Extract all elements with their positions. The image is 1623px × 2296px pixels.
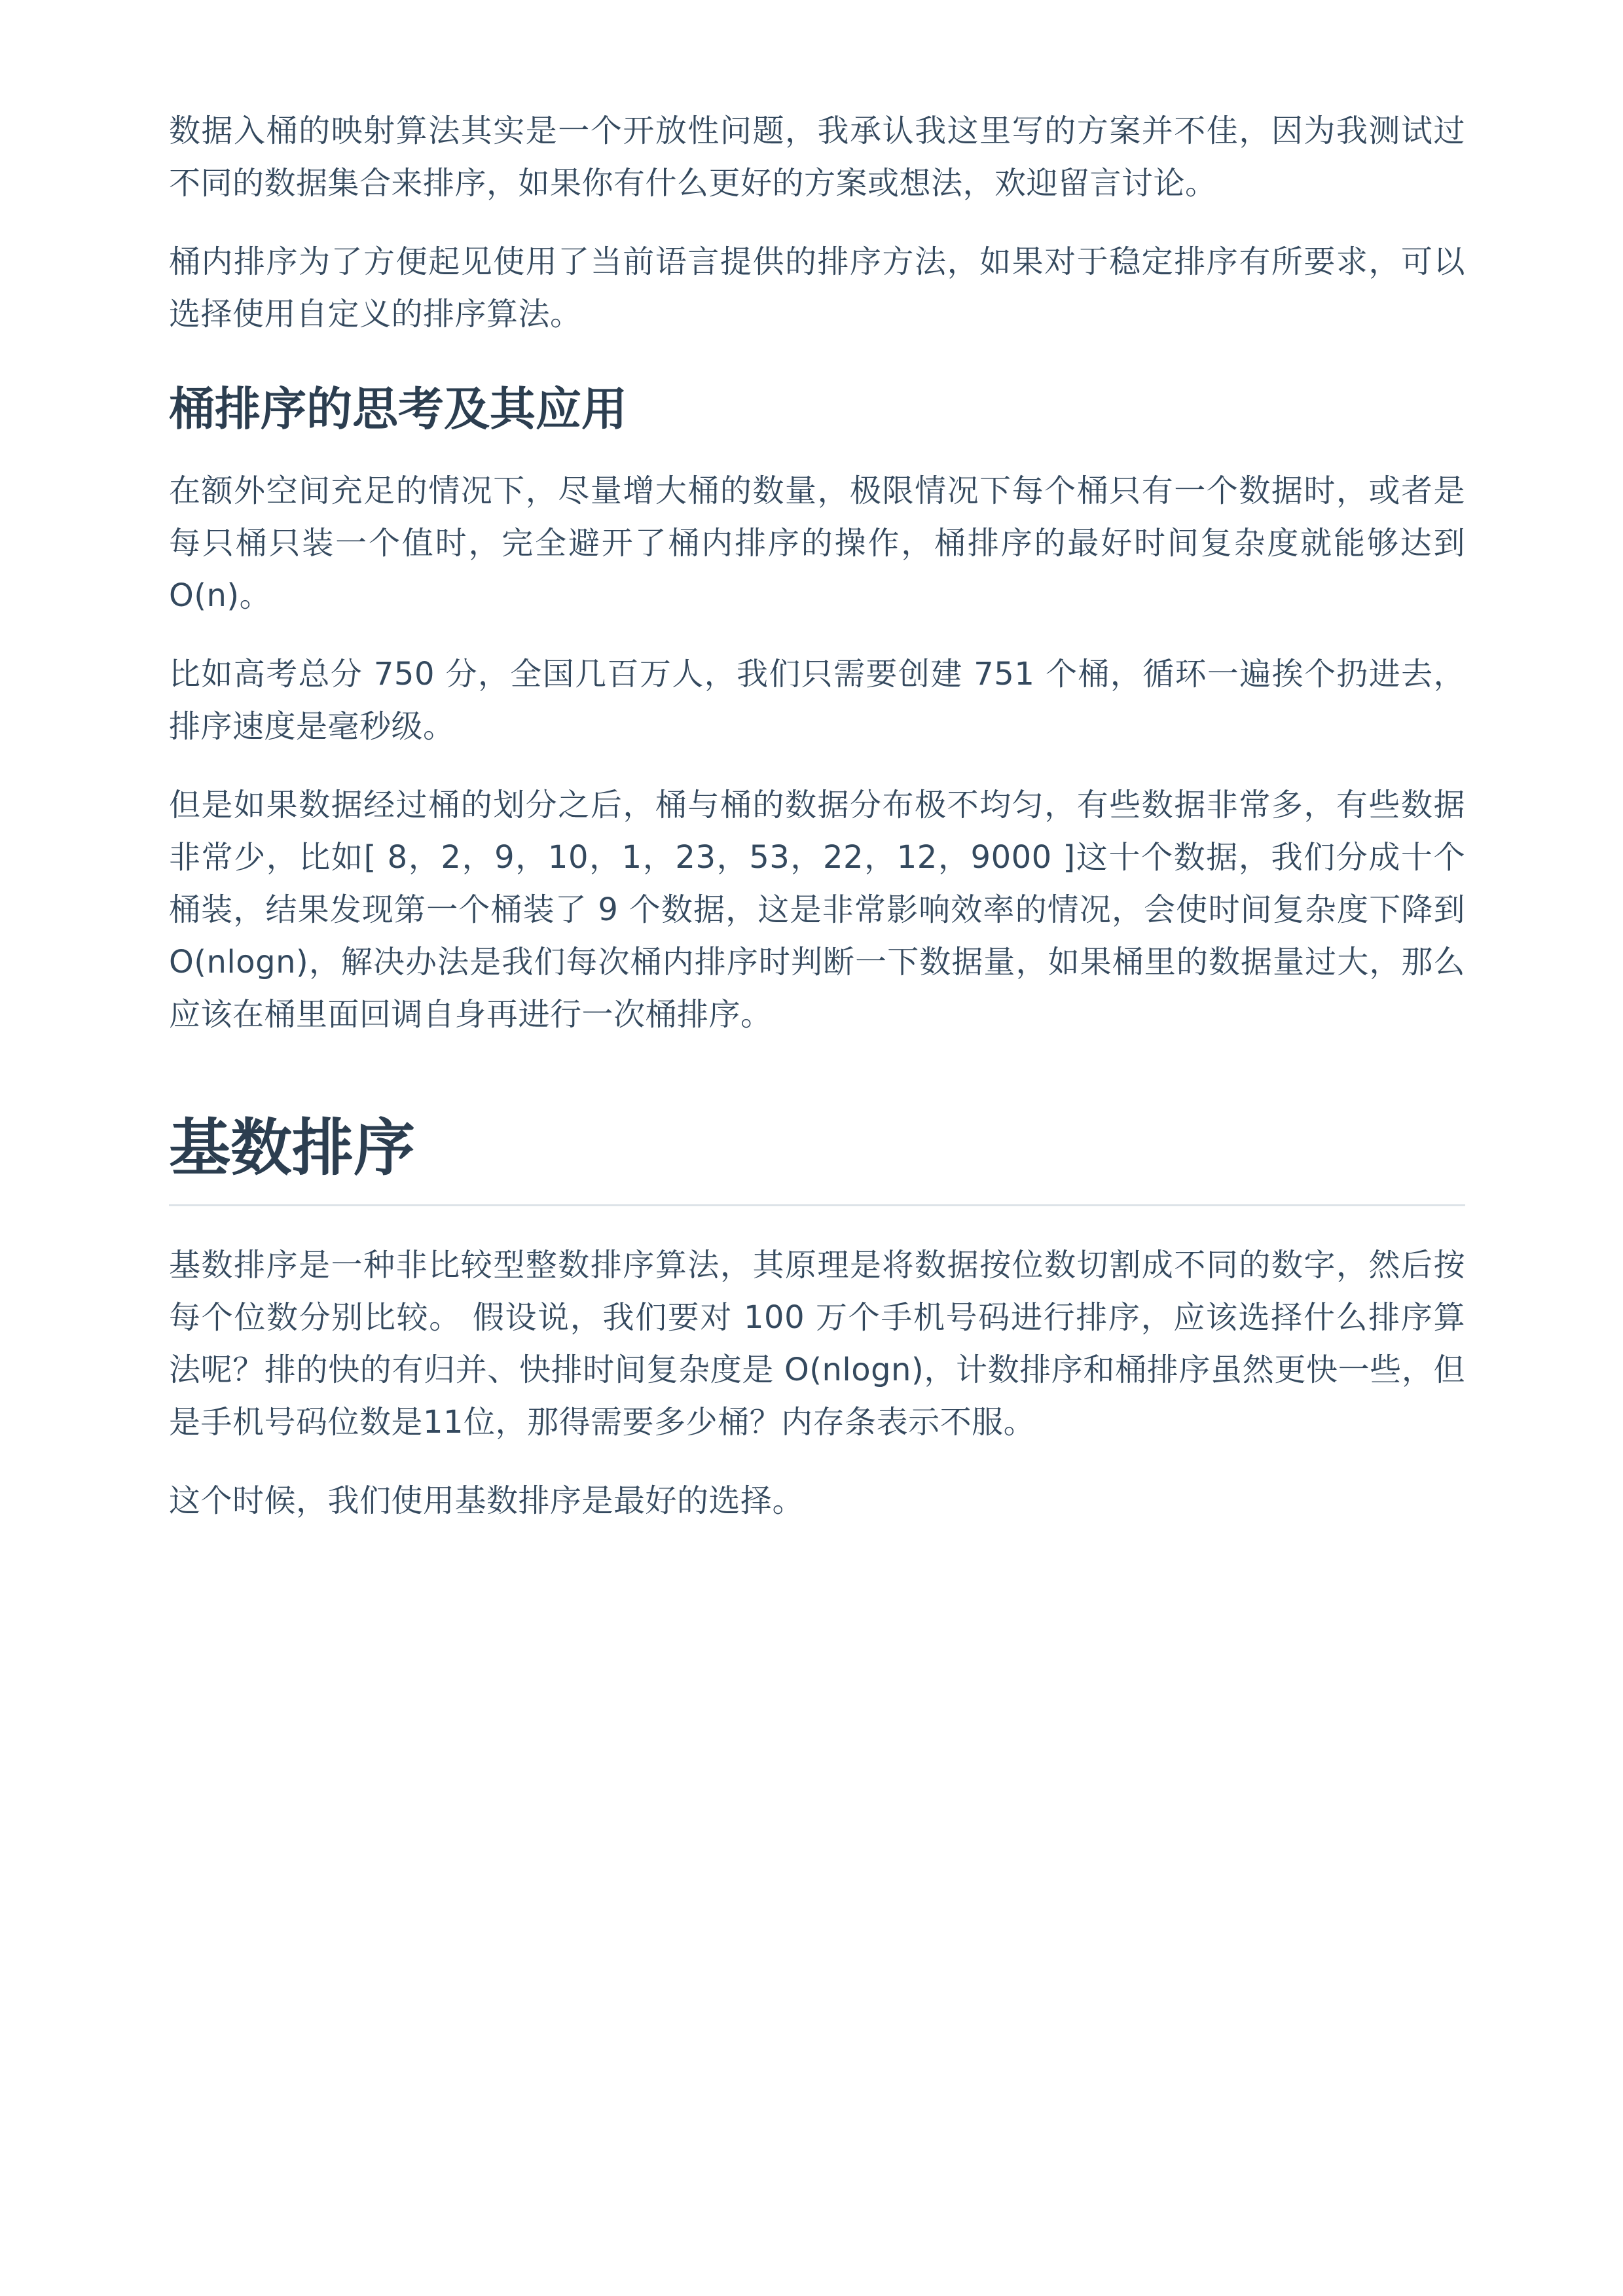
paragraph-radix-intro: 基数排序是一种非比较型整数排序算法，其原理是将数据按位数切割成不同的数字，然后按每个位数分别比较。 假设说，我们要对 100 万个手机号码进行排序，应该选择什么排序算法呢？排的快的有归并、快排时间复杂度是 O(nlogn)，计数排序和桶排序虽然更快一些，但是手机号码位数是11位，那得需要多少桶？内存条表示不服。 bbox=[169, 1247, 1465, 1441]
heading-radix-sort: 基数排序 bbox=[169, 1113, 416, 1184]
paragraph-radix-conclusion: 这个时候，我们使用基数排序是最好的选择。 bbox=[169, 1482, 805, 1519]
paragraph-uneven-distribution: 但是如果数据经过桶的划分之后，桶与桶的数据分布极不均匀，有些数据非常多，有些数据非常少，比如[ 8，2，9，10，1，23，53，22，12，9000 ]这十个数据，我们分成十个桶装，结果发现第一个桶装了 9 个数据，这是非常影响效率的情况，会使时间复杂度下降到 O(nlogn)，解决办法是我们每次桶内排序时判断一下数据量，如果桶里的数据量过大，那么应该在桶里面回调自身再进行一次桶排序。 bbox=[169, 787, 1465, 1033]
paragraph-bucket-mapping: 数据入桶的映射算法其实是一个开放性问题，我承认我这里写的方案并不佳，因为我测试过不同的数据集合来排序，如果你有什么更好的方案或想法，欢迎留言讨论。 bbox=[169, 113, 1465, 202]
heading-divider bbox=[169, 1204, 1465, 1206]
document-page bbox=[169, 105, 1465, 1527]
paragraph-exam-example: 比如高考总分 750 分，全国几百万人，我们只需要创建 751 个桶，循环一遍挨个扔进去，排序速度是毫秒级。 bbox=[169, 656, 1465, 745]
paragraph-best-case: 在额外空间充足的情况下，尽量增大桶的数量，极限情况下每个桶只有一个数据时，或者是每只桶只装一个值时，完全避开了桶内排序的操作，桶排序的最好时间复杂度就能够达到 O(n)。 bbox=[169, 473, 1465, 614]
heading-bucket-sort-thoughts: 桶排序的思考及其应用 bbox=[169, 382, 627, 436]
paragraph-inner-sort: 桶内排序为了方便起见使用了当前语言提供的排序方法，如果对于稳定排序有所要求，可以选择使用自定义的排序算法。 bbox=[169, 243, 1465, 332]
